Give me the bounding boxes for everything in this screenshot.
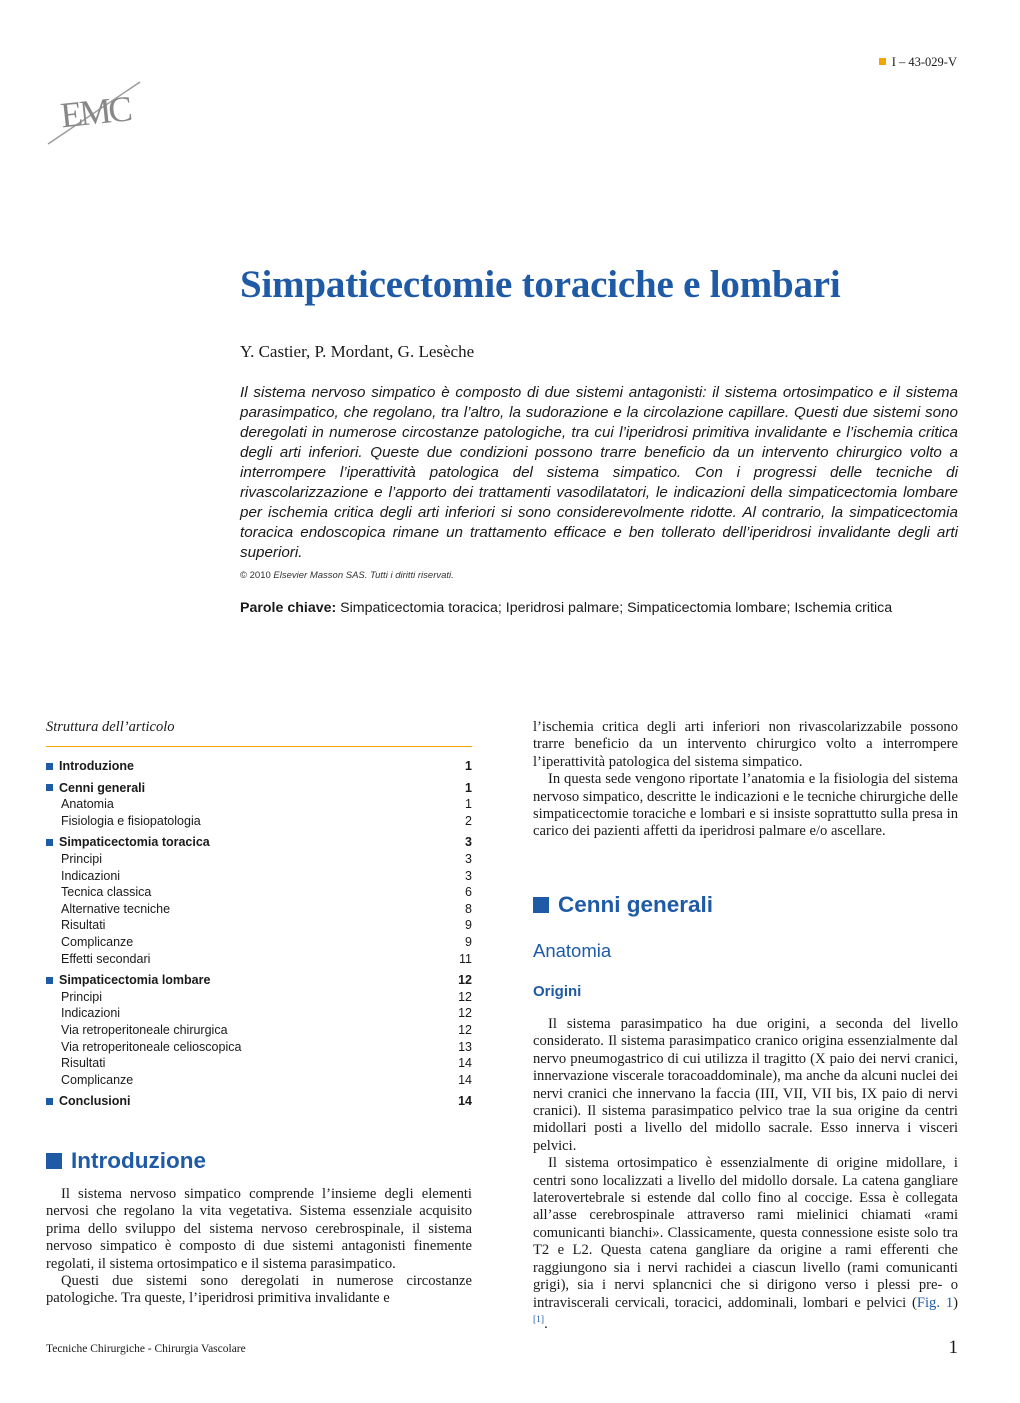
toc-subsection-item[interactable]: [46, 1055, 472, 1072]
toc-item-label: Risultati: [61, 1056, 106, 1071]
intro-continuation: l’ischemia critica degli arti inferiori non rivascolarizzabile possono trarre beneficio da un intervento chirurgico volto a interrompere l’iperattività patologica del sistema simpatico.: [533, 719, 958, 770]
authors: Y. Castier, P. Mordant, G. Lesèche: [240, 342, 475, 361]
keywords-text: Simpaticectomia toracica; Iperidrosi palmare; Simpaticectomia lombare; Ischemia critica: [340, 600, 893, 616]
intro-paragraph: Questi due sistemi sono deregolati in numerose circostanze patologiche. Tra queste, l’iperidrosi primitiva invalidante e: [46, 1273, 472, 1307]
journal-footer: Tecniche Chirurgiche - Chirurgia Vascolare: [46, 1343, 246, 1355]
blue-square-icon: [46, 1153, 62, 1169]
keywords-label: Parole chiave:: [240, 600, 337, 616]
toc-item-label: Via retroperitoneale celioscopica: [61, 1039, 242, 1054]
toc-item-page: 12: [458, 1006, 472, 1021]
subheading-anatomia: Anatomia: [533, 940, 612, 961]
toc-item-label: Simpaticectomia toracica: [59, 835, 210, 850]
keywords: [240, 600, 892, 616]
orange-square-icon: [879, 58, 886, 65]
toc-item-label: Principi: [61, 989, 102, 1004]
blue-square-icon: [46, 784, 53, 791]
toc-subsection-item[interactable]: [46, 917, 472, 934]
toc-item-page: 12: [458, 1022, 472, 1037]
origini-paragraph: Il sistema ortosimpatico è essenzialmente di origine midollare, i centri sono localizzati a livello del midollo dorsale. La catena gangliare laterovertebrale si estende dal collo fino al coccige. Essa è collegata all’asse cerebrospinale attraverso rami mielinici chiamati «rami comunicanti bianchi». Classicamente, questa connessione esiste solo tra T2 e L2. Questa catena gangliare da origine a rami efferenti che raggiungono sia i nervi rachidei a ciascun livello (rami comunicanti grigi), sia i nervi splancnici che si dirigono verso i plessi pre- o intraviscerali cervicali, toracici, addominali, lombari e pelvici (Fig. 1) [1].: [533, 1155, 958, 1332]
toc-item-label: Via retroperitoneale chirurgica: [61, 1022, 228, 1037]
section-heading-cenni-generali: Cenni generali: [533, 892, 713, 918]
toc-item-label: Fisiologia e fisiopatologia: [61, 813, 201, 828]
section-heading-introduzione: Introduzione: [46, 1148, 206, 1174]
table-of-contents: [46, 758, 472, 1110]
toc-subsection-item[interactable]: [46, 884, 472, 901]
toc-item-page: 1: [465, 759, 472, 773]
article-title: Simpaticectomie toraciche e lombari: [240, 263, 841, 306]
toc-item-page: 1: [465, 780, 472, 795]
toc-subsection-item[interactable]: [46, 934, 472, 951]
toc-subsection-item[interactable]: [46, 1005, 472, 1022]
toc-item-page: 12: [458, 989, 472, 1004]
toc-item-page: 9: [465, 918, 472, 933]
right-column-intro: [533, 719, 958, 841]
toc-subsection-item[interactable]: [46, 1072, 472, 1089]
toc-subsection-item[interactable]: [46, 1022, 472, 1039]
intro-body: [46, 1186, 472, 1308]
toc-item-label: Tecnica classica: [61, 885, 152, 900]
toc-item-page: 14: [458, 1094, 472, 1109]
toc-item-page: 1: [465, 797, 472, 812]
toc-item-label: Effetti secondari: [61, 951, 151, 966]
toc-item-label: Indicazioni: [61, 1006, 121, 1021]
toc-section-item[interactable]: [46, 972, 472, 989]
toc-item-page: 3: [465, 835, 472, 850]
toc-item-label: Indicazioni: [61, 868, 121, 883]
toc-subsection-item[interactable]: [46, 868, 472, 885]
toc-item-label: Complicanze: [61, 934, 134, 949]
toc-item-page: 11: [459, 951, 472, 966]
toc-item-page: 12: [458, 973, 472, 988]
toc-subsection-item[interactable]: [46, 901, 472, 918]
toc-item-page: 14: [458, 1072, 472, 1087]
toc-heading: Struttura dell’articolo: [46, 719, 175, 735]
toc-item-label: Introduzione: [59, 759, 134, 773]
toc-item-page: 6: [465, 885, 472, 900]
abstract: Il sistema nervoso simpatico è composto di due sistemi antagonisti: il sistema ortosimpatico e il sistema parasimpatico, che regolano, tra l’altro, la sudorazione e la circolazione capillare. Questi due sistemi sono deregolati in numerose circostanze patologiche, tra cui l’iperidrosi primitiva invalidante e l’ischemia critica degli arti inferiori. Queste due condizioni possono trarre beneficio da un intervento chirurgico volto a interrompere l’iperattività patologica del sistema simpatico. Con i progressi delle tecniche di rivascolarizzazione e l’apporto dei trattamenti vasodilatatori, le indicazioni della simpaticectomia lombare per ischemia critica degli arti inferiori si sono considerevolmente ridotte. Al contrario, la simpaticectomia toracica endoscopica rimane un trattamento efficace e ben tollerato dell’iperidrosi invalidante degli arti superiori.: [240, 384, 958, 561]
toc-item-label: Complicanze: [61, 1072, 134, 1087]
blue-square-icon: [46, 1098, 53, 1105]
svg-text:EMC: EMC: [58, 88, 132, 136]
toc-divider: [46, 746, 472, 747]
toc-item-label: Anatomia: [61, 797, 114, 812]
toc-item-page: 14: [458, 1056, 472, 1071]
toc-item-label: Principi: [61, 851, 102, 866]
page-number: 1: [948, 1337, 958, 1358]
toc-subsection-item[interactable]: [46, 951, 472, 968]
blue-square-icon: [533, 897, 549, 913]
origini-body: [533, 1016, 958, 1333]
toc-item-label: Alternative tecniche: [61, 901, 171, 916]
blue-square-icon: [46, 839, 53, 846]
toc-item-label: Conclusioni: [59, 1094, 131, 1109]
article-code: I – 43-029-V: [879, 55, 957, 70]
intro-paragraph: Il sistema nervoso simpatico comprende l’insieme degli elementi nervosi che regolano la vita vegetativa. Sistema essenziale acquisito prima dello sviluppo del sistema nervoso cerebrospinale, il sistema nervoso simpatico è composto di due sistemi antagonisti finemente regolati, il sistema ortosimpatico e il sistema parasimpatico.: [46, 1186, 472, 1272]
toc-item-page: 3: [465, 868, 472, 883]
copyright: © 2010 Elsevier Masson SAS. Tutti i diritti riservati.: [240, 570, 454, 581]
toc-item-page: 2: [465, 813, 472, 828]
emc-logo: [44, 68, 144, 148]
toc-item-label: Risultati: [61, 918, 106, 933]
toc-section-item[interactable]: [46, 834, 472, 851]
toc-subsection-item[interactable]: [46, 813, 472, 830]
citation-link[interactable]: [1]: [533, 1314, 545, 1325]
toc-subsection-item[interactable]: [46, 851, 472, 868]
toc-subsection-item[interactable]: [46, 1039, 472, 1056]
subsubheading-origini: Origini: [533, 983, 582, 1000]
toc-section-item[interactable]: [46, 758, 472, 775]
intro-paragraph: In questa sede vengono riportate l’anatomia e la fisiologia del sistema nervoso simpatico, descritte le indicazioni e le tecniche chirurgiche delle simpaticectomie toraciche e lombari e si insiste soprattutto sulla presa in carico dei pazienti affetti da iperidrosi palmare e/o ascellare.: [533, 771, 958, 840]
origini-paragraph: Il sistema parasimpatico ha due origini, a seconda del livello considerato. Il sistema parasimpatico cranico origina essenzialmente dal nervo pneumogastrico di cui utilizza il tragitto (X paio dei nervi cranici, innervazione viscerale toracoaddominale), ma anche da alcuni nuclei dei nervi cranici che innervano la faccia (III, VII, VII bis, IX paio di nervi cranici). Il sistema parasimpatico pelvico trae la sua origine da centri midollari posti a livello del midollo sacrale. Esso innerva i visceri pelvici.: [533, 1016, 958, 1154]
figure-link[interactable]: Fig. 1: [916, 1294, 954, 1311]
toc-subsection-item[interactable]: [46, 989, 472, 1006]
toc-item-label: Cenni generali: [59, 780, 146, 795]
toc-item-page: 3: [465, 851, 472, 866]
toc-item-page: 9: [465, 934, 472, 949]
toc-section-item[interactable]: [46, 1093, 472, 1110]
toc-section-item[interactable]: [46, 780, 472, 797]
toc-subsection-item[interactable]: [46, 796, 472, 813]
toc-item-label: Simpaticectomia lombare: [59, 973, 211, 988]
toc-item-page: 13: [458, 1039, 472, 1054]
blue-square-icon: [46, 763, 53, 770]
blue-square-icon: [46, 977, 53, 984]
toc-item-page: 8: [465, 901, 472, 916]
